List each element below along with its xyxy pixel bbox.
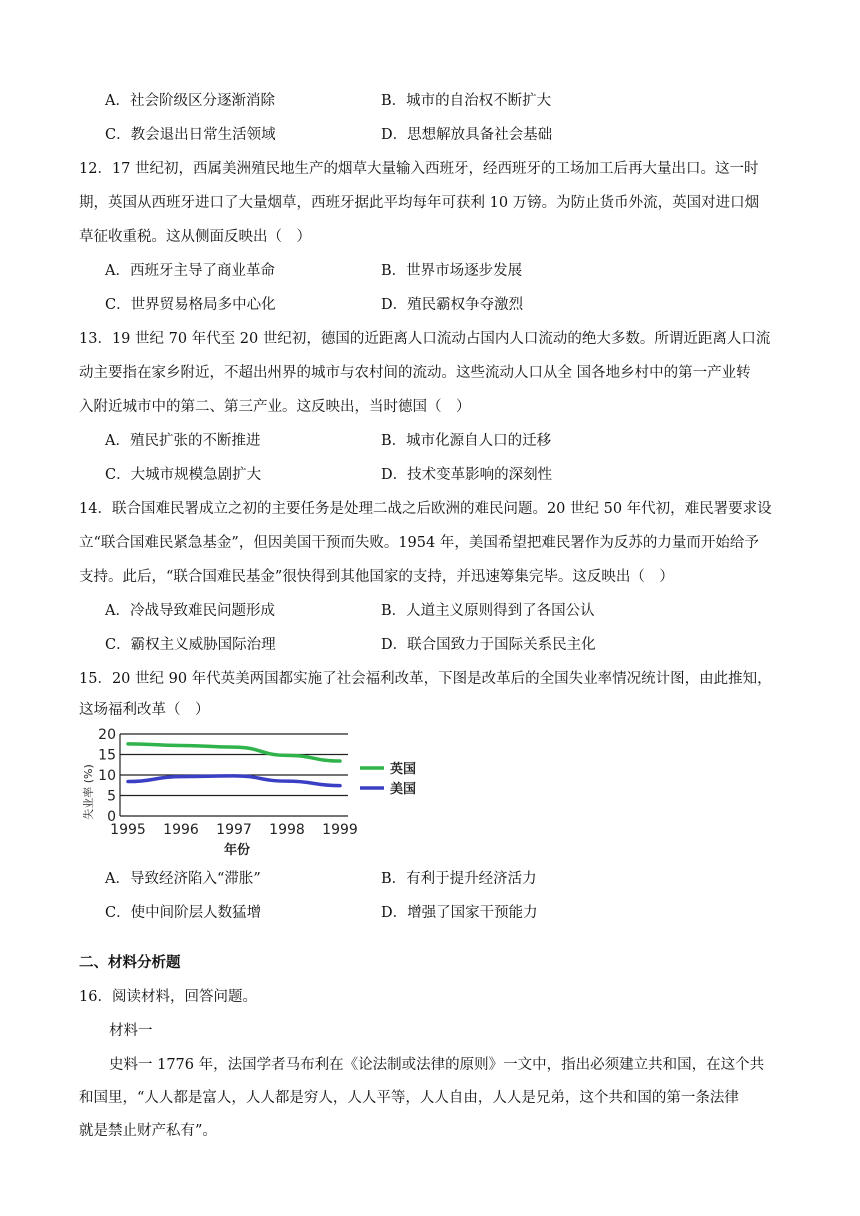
q15-stem-line-2: 这场福利改革（ ） — [79, 702, 210, 718]
q13-option-d: D．技术变革影响的深刻性 — [381, 467, 553, 483]
chart-series — [128, 744, 340, 786]
q14-stem-line-3: 支持。此后，“联合国难民基金”很快得到其他国家的支持，并迅速筹集完毕。这反映出（ ） — [79, 569, 674, 585]
q16-material-line-1: 史料一 1776 年，法国学者马布利在《论法制或法律的原则》一文中，指出必须建立共和国，在这个共 — [109, 1057, 765, 1073]
q15-option-a: A．导致经济陷入“滞胀” — [105, 871, 261, 887]
q15-stem-line-1: 15．20 世纪 90 年代英美两国都实施了社会福利改革，下图是改革后的全国失业率情况统计图，由此推知， — [79, 671, 772, 687]
q11-option-a: A．社会阶级区分逐渐消除 — [105, 93, 275, 109]
q14-option-b: B．人道主义原则得到了各国公认 — [381, 603, 595, 619]
q15-option-b: B．有利于提升经济活力 — [381, 871, 537, 887]
series-line-1 — [128, 776, 340, 786]
q14-option-a: A．冷战导致难民问题形成 — [105, 603, 275, 619]
q12-option-d: D．殖民霸权争夺激烈 — [381, 297, 524, 313]
chart-y-axis-label: 失业率 (%) — [82, 764, 95, 820]
q16-material-line-2: 和国里，“人人都是富人，人人都是穷人，人人平等，人人自由，人人是兄弟，这个共和国的第一条法律 — [79, 1090, 739, 1106]
legend-label-1: 美国 — [390, 782, 417, 797]
q12-stem-line-1: 12．17 世纪初，西属美洲殖民地生产的烟草大量输入西班牙，经西班牙的工场加工后再大量出口。这一时 — [79, 161, 759, 177]
q14-stem-line-1: 14．联合国难民署成立之初的主要任务是处理二战之后欧洲的难民问题。20 世纪 50 年代初，难民署要求设 — [79, 501, 772, 517]
q12-option-c: C．世界贸易格局多中心化 — [105, 297, 276, 313]
y-tick-label: 15 — [98, 747, 116, 764]
q12-option-a: A．西班牙主导了商业革命 — [105, 263, 275, 279]
q16-material-line-3: 就是禁止财产私有”。 — [79, 1123, 217, 1139]
unemployment-chart — [70, 722, 430, 862]
material-title: 材料一 — [109, 1023, 153, 1039]
q13-option-c: C．大城市规模急剧扩大 — [105, 467, 262, 483]
y-tick-label: 20 — [98, 727, 116, 743]
q15-option-c: C．使中间阶层人数猛增 — [105, 905, 262, 921]
q12-stem-line-2: 期，英国从西班牙进口了大量烟草，西班牙据此平均每年可获利 10 万镑。为防止货币外流，英国对进口烟 — [79, 195, 760, 211]
chart-x-ticks — [110, 822, 358, 838]
q16-intro: 16．阅读材料，回答问题。 — [79, 989, 257, 1005]
chart-y-ticks — [98, 727, 116, 825]
x-tick-label: 1997 — [216, 822, 252, 838]
chart-x-axis-label: 年份 — [223, 843, 251, 858]
q11-option-b: B．城市的自治权不断扩大 — [381, 93, 552, 109]
section-title: 二、材料分析题 — [79, 955, 181, 971]
q14-option-d: D．联合国致力于国际关系民主化 — [381, 637, 596, 653]
q13-stem-line-3: 入附近城市中的第二、第三产业。这反映出，当时德国（ ） — [79, 399, 471, 415]
q13-option-a: A．殖民扩张的不断推进 — [105, 433, 261, 449]
q11-option-d: D．思想解放具备社会基础 — [381, 127, 553, 143]
x-tick-label: 1996 — [163, 822, 199, 838]
x-tick-label: 1999 — [322, 822, 358, 838]
y-tick-label: 10 — [98, 768, 116, 784]
x-tick-label: 1995 — [110, 822, 146, 838]
legend-label-0: 英国 — [390, 762, 417, 777]
chart-legend — [360, 761, 416, 797]
series-line-0 — [128, 744, 340, 761]
q12-stem-line-3: 草征收重税。这从侧面反映出（ ） — [79, 229, 311, 245]
q15-option-d: D．增强了国家干预能力 — [381, 905, 538, 921]
y-tick-label: 5 — [107, 788, 116, 805]
q11-option-c: C．教会退出日常生活领域 — [105, 127, 276, 143]
q12-option-b: B．世界市场逐步发展 — [381, 263, 523, 279]
x-tick-label: 1998 — [269, 822, 305, 838]
q14-stem-line-2: 立“联合国难民紧急基金”，但因美国干预而失败。1954 年，美国希望把难民署作为反苏的力量而开始给予 — [79, 535, 759, 551]
q13-stem-line-2: 动主要指在家乡附近，不超出州界的城市与农村间的流动。这些流动人口从全 国各地乡村中的第一产业转 — [79, 365, 751, 381]
q14-option-c: C．霸权主义威胁国际治理 — [105, 637, 276, 653]
y-tick-label: 0 — [107, 809, 116, 825]
q13-stem-line-1: 13．19 世纪 70 年代至 20 世纪初，德国的近距离人口流动占国内人口流动的绝大多数。所谓近距离人口流 — [79, 331, 771, 347]
q13-option-b: B．城市化源自人口的迁移 — [381, 433, 552, 449]
